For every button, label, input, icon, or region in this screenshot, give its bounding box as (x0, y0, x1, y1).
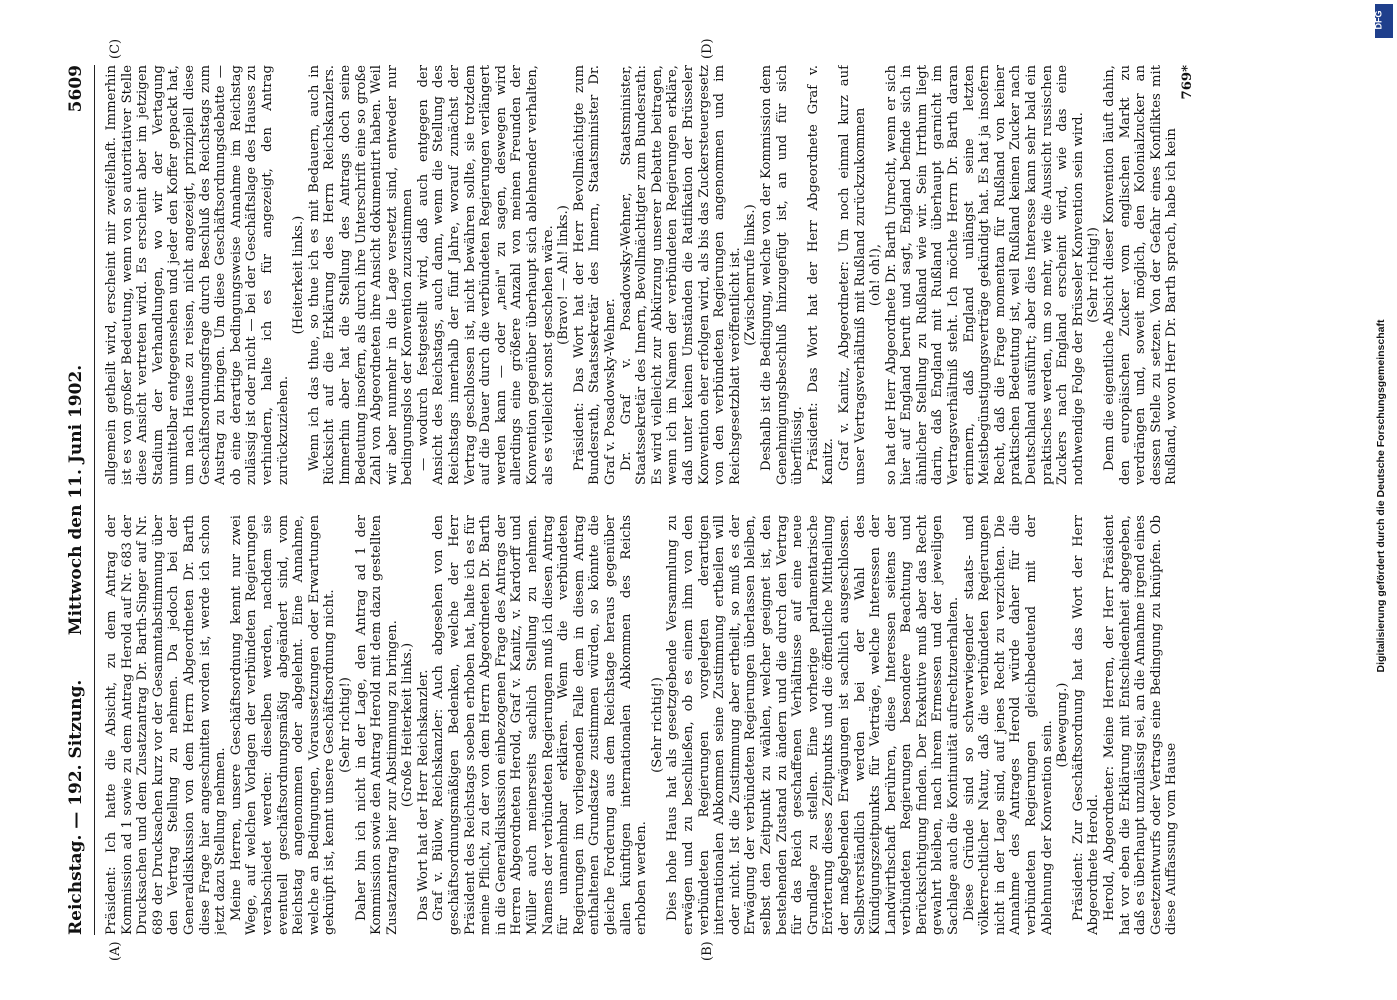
paragraph: Dr. Graf v. Posadowsky-Wehner, Staatsminister, Staatssekretär des Innern, Bevollmächtigter zum Bundesrath: Es wird vielleicht zur Abkürzung unserer Debatte beitragen, wenn ich im Namen der verbündeten Regierungen erkläre, daß unter keinen Umständen die Ratifikation der Brüsseler Konvention eher erfolgen wird, als bis das Zuckersteuergesetz von den verbündeten Regierungen angenommen und im Reichsgesetzblatt veröffentlicht ist. (618, 65, 743, 485)
interjection: (Große Heiterkeit links.) (400, 642, 416, 808)
dfg-logo: DFG (1375, 4, 1393, 38)
margin-marker-c: (C) (108, 38, 123, 59)
paragraph: Dies hohe Haus hat als gesetzgebende Versammlung zu erwägen und zu beschließen, ob es einem ihm von den verbündeten Regierungen vorgelegten derartigen internationalen Abkommen seine Zustimmung ertheilen will oder nicht. Ist die Zustimmung aber ertheilt, so muß es der Erwägung der verbündeten Regierungen überlassen bleiben, selbst den Zeitpunkt zu wählen, welcher geeignet ist, den bestehenden Zustand zu ändern und die durch den Vertrag für das Reich geschaffenen Verhältnisse auf eine neue Grundlage zu stellen. Eine vorherige parlamentarische Erörterung dieses Zeitpunkts und die öffentliche Mittheilung der maßgebenden Erwägungen ist sachlich ausgeschlossen. Selbstverständlich werden bei der Wahl des Kündigungszeitpunkts für Verträge, welche Interessen der Landwirthschaft berühren, diese Interessen seitens der verbündeten Regierungen besondere Beachtung und Berücksichtigung finden. Der Exekutive muß aber das Recht gewahrt bleiben, nach ihrem Ermessen und der jeweiligen Sachlage auch die Kontinuität aufrechtzuerhalten. (665, 515, 962, 935)
dfg-credit-text: Digitalisierung gefördert durch die Deutsche Forschungsgemeinschaft (1375, 319, 1387, 673)
margin-marker-d: (D) (700, 38, 715, 59)
paragraph: so hat der Herr Abgeordnete Dr. Barth Unrecht, wenn er sich hier auf England beruft und sagt, England befinde sich in ähnlicher Stellung zu Rußland wie wir. Sein Irrthum liegt darin, daß England mit Rußland überhaupt garnicht im Vertragsverhältniß steht. Ich möchte Herrn Dr. Barth daran erinnern, daß England unlängst seine letzten Meistbegünstigungsverträge gekündigt hat. Es hat ja insofern Recht, daß die Frage momentan für Rußland von keiner praktischen Bedeutung ist, weil Rußland keinen Zucker nach Deutschland ausführt; aber dies Interesse kann sehr bald ein praktisches werden, um so mehr, wie die Aussicht russischen Zuckers nach England erscheint wird, wie das eine nothwendige Folge der Brüsseler Konvention sein wird. (883, 65, 1086, 485)
paragraph: Präsident: Das Wort hat der Herr Bevollmächtigte zum Bundesrath, Staatssekretär des Innern, Staatsminister Dr. Graf v. Posadowsky-Wehner. (571, 65, 618, 485)
running-header (60, 65, 94, 935)
page-number: 5609 (66, 65, 86, 113)
margin-marker-b: (B) (700, 941, 715, 961)
header-date: Mittwoch den 11. Juni 1902. (66, 364, 86, 636)
margin-marker-a: (A) (108, 941, 123, 961)
paragraph: Präsident: Zur Geschäftsordnung hat das Wort der Herr Abgeordnete Herold. (1070, 515, 1102, 935)
interjection: (Heiterkeit links.) (291, 215, 307, 335)
paragraph: Graf v. Bülow, Reichskanzler: Auch abgesehen von den geschäftsordnungsmäßigen Bedenken, welche der Herr Präsident des Reichstags soeben erhoben hat, halte ich es für meine Pflicht, zu der von dem Herrn Abgeordneten Dr. Barth in die Generaldiskussion einbezogenen Frage des Antrags der Herren Abgeordneten Herold, Graf v. Kanitz, v. Kardorff und Müller auch meinerseits sachlich Stellung zu nehmen. Namens der verbündeten Regierungen muß ich diesen Antrag für unannehmbar erklären. Wenn die verbündeten Regierungen im vorliegenden Falle dem in diesem Antrag enthaltenen Grundsatze zustimmen würden, so könnte die gleiche Forderung aus dem Reichstage heraus gegenüber allen künftigen internationalen Abkommen des Reichs erhoben werden. (431, 515, 650, 935)
paragraph: Präsident: Das Wort hat der Herr Abgeordnete Graf v. Kanitz. (805, 65, 837, 485)
paragraph: Das Wort hat der Herr Reichskanzler. (415, 669, 431, 921)
paragraph: Präsident: Ich hatte die Absicht, zu dem Antrag der Kommission ad 1 sowie zu dem Antrag Herold auf Nr. 683 der Drucksachen und dem Zusatzantrag Dr. Barth-Singer auf Nr. 689 der Drucksachen kurz vor der Gesammtabstimmung über den Vertrag Stellung zu nehmen. Da jedoch bei der Generaldiskussion von dem Herrn Abgeordneten Dr. Barth diese Frage hier angeschnitten worden ist, werde ich schon jetzt dazu Stellung nehmen. (104, 515, 229, 935)
signature-number: 769* (1179, 65, 1195, 100)
paragraph: Diese Gründe sind so schwerwiegender staats- und völkerrechtlicher Natur, daß die verbündeten Regierungen nicht in der Lage sind, auf jenes Recht zu verzichten. Die Annahme des Antrages Herold würde daher für die verbündeten Regierungen gleichbedeutend mit der Ablehnung der Konvention sein. (961, 515, 1055, 935)
paragraph: — wodurch festgestellt wird, daß auch entgegen der Ansicht des Reichstags, auch dann, wenn die Stellung des Reichstags innerhalb der fünf Jahre, worauf zunächst der Vertrag geschlossen ist, nicht bewähren sollte, sie trotzdem auf die Dauer durch die verbündeten Regierungen verlängert werden kann — oder „nein" zu sagen, deswegen wird allerdings eine größere Anzahl von meinen Freunden der Konvention gegenüber überhaupt sich ablehnender verhalten, als es vielleicht sonst geschehen wäre. (415, 65, 556, 485)
paragraph: Wenn ich das thue, so thue ich es mit Bedauern, auch in Rücksicht auf die Erklärung des Herrn Reichskanzlers. Immerhin aber hat die Stellung des Antrags doch seine Bedeutung insofern, als durch ihre Unterschrift eine so große Zahl von Abgeordneten ihre Ansicht dokumentirt haben. Weil wir aber nunmehr in die Lage versetzt sind, entweder nur bedingungslos der Konvention zuzustimmen (306, 65, 416, 485)
interjection: (Bravo! — Ah! links.) (556, 205, 572, 345)
paragraph: Denn die eigentliche Absicht dieser Konvention läuft dahin, den europäischen Zucker vom englischen Markt zu verdrängen und, soweit möglich, den Kolonialzucker an dessen Stelle zu setzen. Von der Gefahr eines Konfliktes mit Rußland, wovon Herr Dr. Barth sprach, habe ich kein (1102, 65, 1180, 485)
interjection: (Sehr richtig!) (649, 677, 665, 773)
dfg-sidebar (1371, 0, 1397, 1000)
paragraph: Graf v. Kanitz, Abgeordneter: Um noch einmal kurz auf unser Vertragsverhältniß mit Rußland zurückzukommen (836, 65, 868, 485)
rotated-sheet (60, 38, 1360, 961)
paragraph: Deshalb ist die Bedingung, welche von der Kommission dem Genehmigungsbeschluß hinzugefügt ist, an und für sich überflüssig. (758, 65, 806, 485)
interjection: (Sehr richtig!) (1086, 227, 1102, 323)
paragraph: allgemein getheilt wird, erscheint mir zweifelhaft. Immerhin ist es von großer Bedeutung, wenn von so autoritativer Stelle diese Ansicht vertreten wird. Es erscheint aber im jetzigen Stadium der Verhandlungen, wo wir der Vertagung unmittelbar entgegensehen und jeder den Koffer gepackt hat, um nach Hause zu reisen, nicht angezeigt, prinzipiell diese Geschäftsordnungsfrage durch Beschluß des Reichstags zum Austrag zu bringen. Um diese Geschäftsordnungsdebatte — ob eine derartige bedingungsweise Annahme im Reichstag zulässig ist oder nicht — bei der Geschäftslage des Hauses zu verhindern, halte ich es für angezeigt, den Antrag zurückzuziehen. (104, 65, 291, 485)
header-session: Reichstag. — 192. Sitzung. (66, 679, 86, 935)
interjection: (oh! oh!), (868, 243, 884, 307)
left-column (104, 515, 1334, 935)
paragraph: Daher bin ich nicht in der Lage, den Antrag ad 1 der Kommission sowie den Antrag Herold mit dem dazu gestellten Zusatzantrag hier zur Abstimmung zu bringen. (353, 515, 400, 935)
paragraph: Herold, Abgeordneter: Meine Herren, der Herr Präsident hat vor eben die Erklärung mit Entschiedenheit abgegeben, daß es überhaupt unzulässig sei, an die Annahme irgend eines Gesetzentwurfs oder Vertrags eine Bedingung zu knüpfen. Ob diese Auffassung vom Hause (1102, 515, 1180, 935)
interjection: (Zwischenrufe links.) (743, 204, 759, 346)
interjection: (Sehr richtig!) (337, 677, 353, 773)
right-column (104, 65, 1334, 485)
interjection: (Bewegung.) (1055, 682, 1071, 768)
header-rule (94, 65, 95, 935)
paragraph: Meine Herren, unsere Geschäftsordnung kennt nur zwei Wege, auf welchen Vorlagen der verbündeten Regierungen verabschiedet werden: dieselben werden, nachdem sie eventuell geschäftsordnungsmäßig abgeändert sind, vom Reichstag angenommen oder abgelehnt. Eine Annahme, welche an Bedingungen, Voraussetzungen oder Erwartungen geknüpft ist, kennt unsere Geschäftsordnung nicht. (228, 515, 338, 935)
